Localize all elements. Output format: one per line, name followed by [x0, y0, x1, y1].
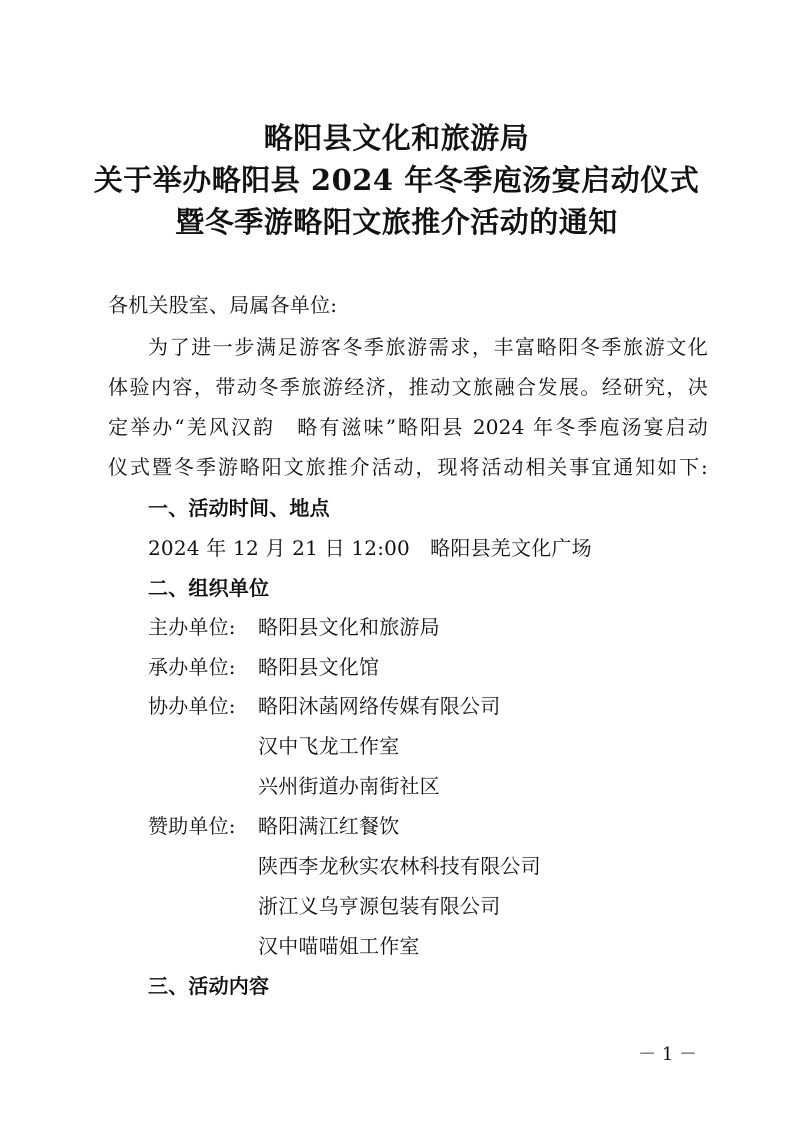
- salutation: 各机关股室、局属各单位:: [108, 293, 338, 317]
- title-line-3: 暨冬季游略阳文旅推介活动的通知: [175, 205, 618, 239]
- title-line-1: 略阳县文化和旅游局: [263, 121, 530, 155]
- title-line-2: 关于举办略阳县 2024 年冬季庖汤宴启动仪式: [93, 163, 700, 197]
- co-organizer-item: 汉中飞龙工作室: [258, 734, 400, 758]
- sponsor-item: 汉中喵喵姐工作室: [258, 934, 420, 958]
- intro-line-1: 为了进一步满足游客冬季旅游需求，丰富略阳冬季旅游文化: [148, 335, 708, 359]
- sponsor-item: 浙江义乌亨源包装有限公司: [258, 894, 501, 918]
- co-organizer-label: 协办单位:: [148, 694, 236, 718]
- organizer-label: 承办单位:: [148, 655, 236, 679]
- organizer-value: 略阳县文化馆: [258, 655, 380, 679]
- sponsor-label: 赞助单位:: [148, 814, 236, 838]
- host-label: 主办单位:: [148, 615, 236, 639]
- section-1-heading: 一、活动时间、地点: [148, 496, 330, 520]
- intro-line-3: 定举办“羌风汉韵 略有滋味”略阳县 2024 年冬季庖汤宴启动: [108, 415, 708, 439]
- sponsor-item: 略阳满江红餐饮: [258, 814, 400, 838]
- co-organizer-item: 兴州街道办南街社区: [258, 774, 440, 798]
- page-number: － 1 －: [638, 1044, 697, 1065]
- host-value: 略阳县文化和旅游局: [258, 615, 440, 639]
- sponsor-item: 陕西李龙秋实农林科技有限公司: [258, 854, 541, 878]
- section-1-content: 2024 年 12 月 21 日 12:00 略阳县羌文化广场: [148, 536, 592, 560]
- section-3-heading: 三、活动内容: [148, 974, 270, 998]
- intro-line-4: 仪式暨冬季游略阳文旅推介活动，现将活动相关事宜通知如下:: [108, 455, 708, 479]
- section-2-heading: 二、组织单位: [148, 576, 270, 600]
- co-organizer-item: 略阳沐菡网络传媒有限公司: [258, 694, 501, 718]
- intro-line-2: 体验内容，带动冬季旅游经济，推动文旅融合发展。经研究，决: [108, 375, 708, 399]
